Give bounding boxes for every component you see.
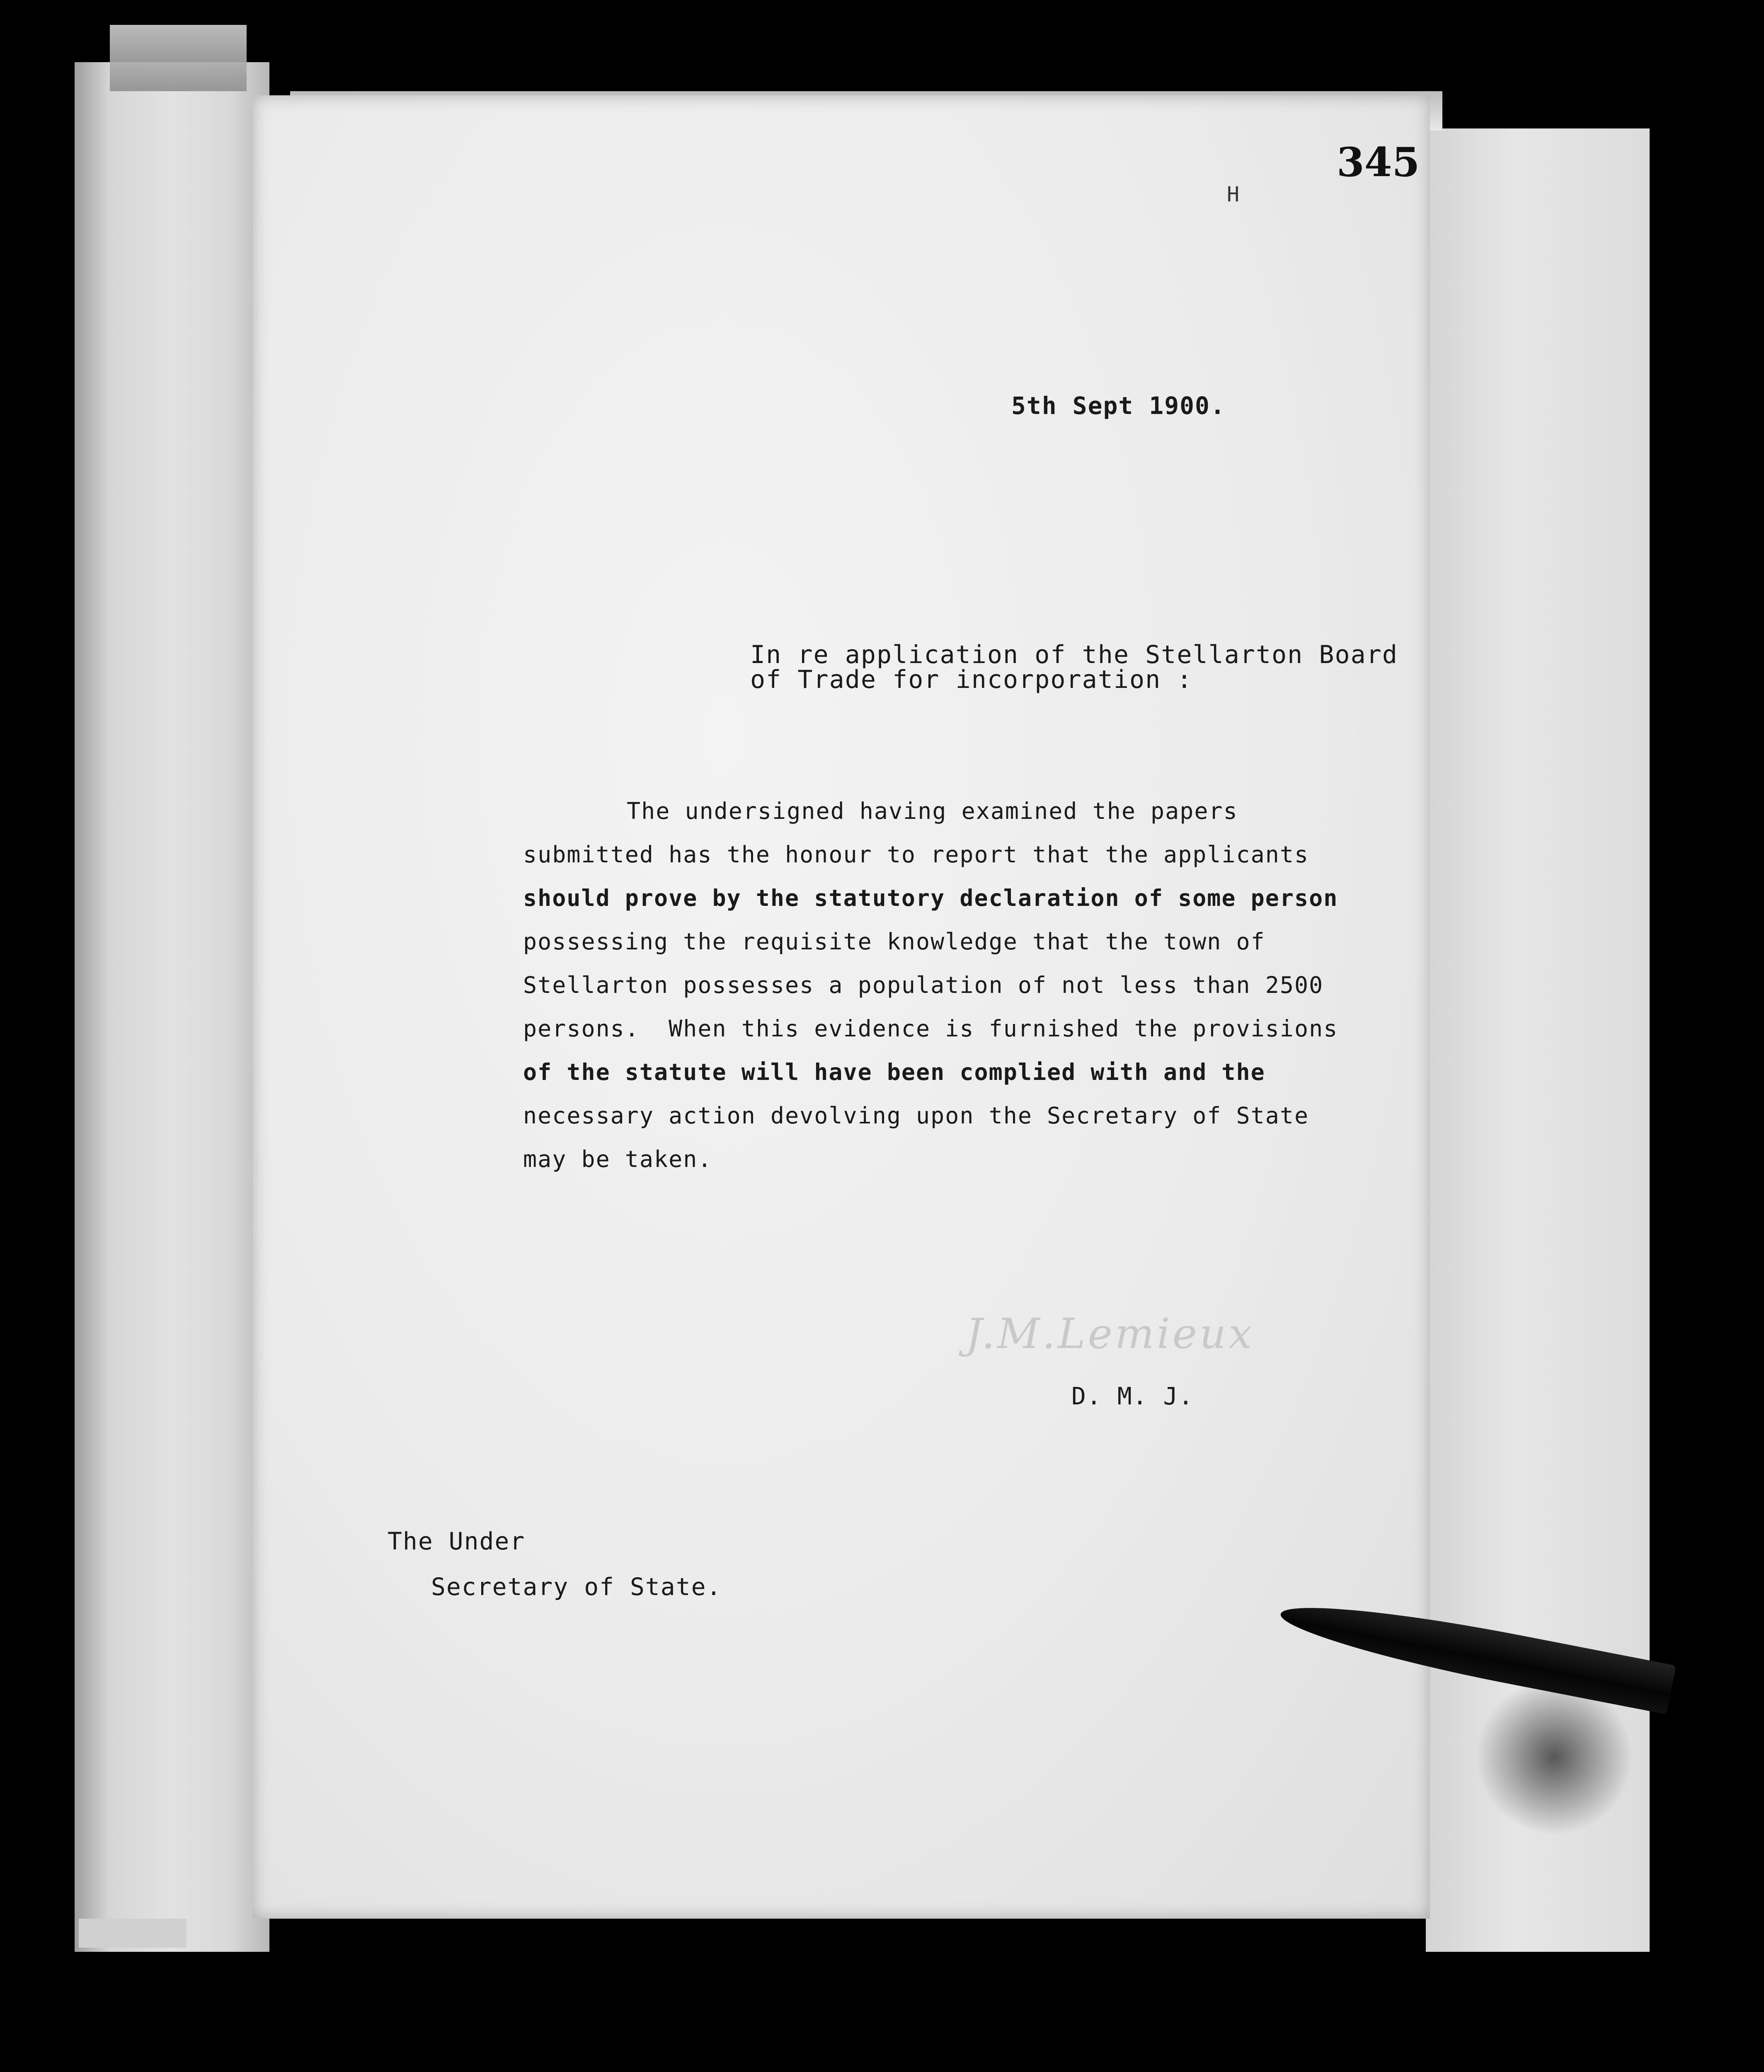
corner-mark: H [1227, 182, 1241, 206]
body-line: submitted has the honour to report that the applicants [523, 841, 1309, 868]
letter-date: 5th Sept 1900. [1011, 392, 1226, 420]
folio-number: 345 [1337, 139, 1420, 186]
subject-line: of Trade for incorporation : [750, 665, 1193, 694]
back-sheet-foot [79, 1919, 187, 1948]
body-line: should prove by the statutory declaration of some person [523, 885, 1338, 911]
back-sheet-edge [110, 25, 247, 91]
addressee-line: The Under [388, 1527, 526, 1555]
faint-handwritten-signature: J.M.Lemieux [966, 1310, 1255, 1358]
body-line: persons. When this evidence is furnished the provisions [523, 1015, 1338, 1042]
body-line: Stellarton possesses a population of not less than 2500 [523, 972, 1324, 998]
signature-initials: D. M. J. [1071, 1382, 1194, 1410]
back-sheet [75, 62, 269, 1952]
subject-line: In re application of the Stellarton Board [750, 640, 1398, 669]
body-line: The undersigned having examined the papers [627, 798, 1238, 824]
letter-page [253, 95, 1430, 1919]
body-line: necessary action devolving upon the Secretary of State [523, 1102, 1309, 1129]
addressee-line: Secretary of State. [431, 1573, 722, 1601]
body-line: possessing the requisite knowledge that the town of [523, 928, 1265, 955]
body-line: may be taken. [523, 1146, 712, 1172]
body-line: of the statute will have been complied with and the [523, 1059, 1265, 1085]
